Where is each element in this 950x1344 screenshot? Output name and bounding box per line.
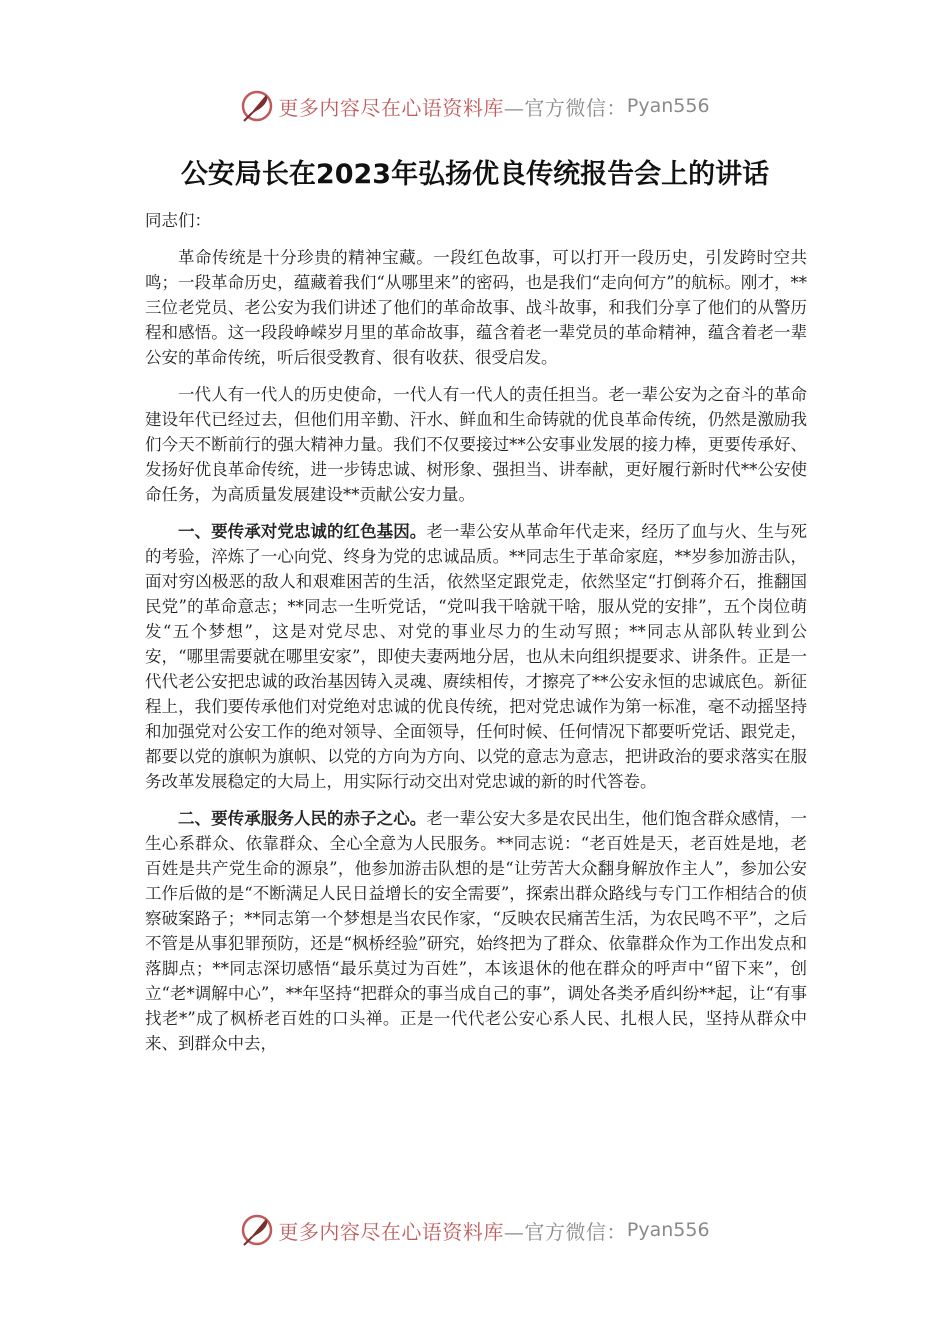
watermark-banner-top xyxy=(0,86,950,126)
document-title: 公安局长在2023年弘扬优良传统报告会上的讲话 xyxy=(180,159,770,190)
quill-logo-icon xyxy=(240,89,274,123)
quill-logo-icon xyxy=(240,1213,274,1247)
watermark-banner-bottom xyxy=(0,1210,950,1250)
watermark-sub-text: —官方微信： xyxy=(503,95,627,120)
section-2-body: 老一辈公安大多是农民出生，他们饱含群众感情，一生心系群众、依靠群众、全心全意为人民服务。**同志说：“老百姓是天，老百姓是地，老百姓是共产党生命的源泉”，他参加游击队想的是“让劳苦大众翻身解放作主人”，参加公安工作后做的是“不断满足人民日益增长的安全需要”，探索出群众路线与专门工作相结合的侦察破案路子；**同志第一个梦想是当农民作家，“反映农民痛苦生活，为农民鸣不平”，之后不管是从事犯罪预防，还是“枫桥经验”研究，始终把为了群众、依靠群众作为工作出发点和落脚点；**同志深切感悟“最乐莫过为百姓”，本该退休的他在群众的呼声中“留下来”，创立“老*调解中心”，**年坚持“把群众的事当成自己的事”，调处各类矛盾纠纷**起，让“有事找老*”成了枫桥老百姓的口头禅。正是一代代老公安心系人民、扎根人民，坚持从群众中来、到群众中去， xyxy=(145,809,808,1053)
watermark-sub-text: —官方微信： xyxy=(503,1219,627,1244)
watermark-main-text: 更多内容尽在心语资料库 xyxy=(278,95,504,120)
section-1-body: 老一辈公安从革命年代走来，经历了血与火、生与死的考验，淬炼了一心向党、终身为党的忠诚品质。**同志生于革命家庭，**岁参加游击队，面对穷凶极恶的敌人和艰难困苦的生活，依然坚定跟党走，依然坚定“打倒蒋介石，推翻国民党”的革命意志；**同志一生听党话，“党叫我干啥就干啥，服从党的安排”，五个岗位萌发“五个梦想”，这是对党尽忠、对党的事业尽力的生动写照；**同志从部队转业到公安，“哪里需要就在哪里安家”，即使夫妻两地分居，也从未向组织提要求、讲条件。正是一代代老公安把忠诚的政治基因铸入灵魂、赓续相传，才擦亮了**公安永恒的忠诚底色。新征程上，我们要传承他们对党绝对忠诚的优良传统，把对党忠诚作为第一标准，毫不动摇坚持和加强党对公安工作的绝对领导、全面领导，任何时候、任何情况下都要听党话、跟党走，都要以党的旗帜为旗帜、以党的方向为方向、以党的意志为意志，把讲政治的要求落实在服务改革发展稳定的大局上，用实际行动交出对党忠诚的新的时代答卷。 xyxy=(145,522,808,791)
watermark-main-text: 更多内容尽在心语资料库 xyxy=(278,1219,504,1244)
watermark-id-text: Pyan556 xyxy=(626,95,710,117)
section-2 xyxy=(145,806,807,1056)
section-1-heading: 一、要传承对党忠诚的红色基因。 xyxy=(178,522,427,541)
section-1 xyxy=(145,519,807,794)
document-body xyxy=(145,208,807,1068)
section-2-heading: 二、要传承服务人民的赤子之心。 xyxy=(178,809,427,828)
paragraph-1: 革命传统是十分珍贵的精神宝藏。一段红色故事，可以打开一段历史，引发跨时空共鸣；一段革命历史，蕴藏着我们“从哪里来”的密码，也是我们“走向何方”的航标。刚才，**三位老党员、老公安为我们讲述了他们的革命故事、战斗故事，和我们分享了他们的从警历程和感悟。这一段段峥嵘岁月里的革命故事，蕴含着老一辈党员的革命精神，蕴含着老一辈公安的革命传统，听后很受教育、很有收获、很受启发。 xyxy=(145,248,807,367)
watermark-id-text: Pyan556 xyxy=(626,1219,710,1241)
greeting: 同志们： xyxy=(145,211,211,230)
paragraph-2: 一代人有一代人的历史使命，一代人有一代人的责任担当。老一辈公安为之奋斗的革命建设年代已经过去，但他们用辛勤、汗水、鲜血和生命铸就的优良革命传统，仍然是激励我们今天不断前行的强大精神力量。我们不仅要接过**公安事业发展的接力棒，更要传承好、发扬好优良革命传统，进一步铸忠诚、树形象、强担当、讲奉献，更好履行新时代**公安使命任务，为高质量发展建设**贡献公安力量。 xyxy=(145,385,807,504)
